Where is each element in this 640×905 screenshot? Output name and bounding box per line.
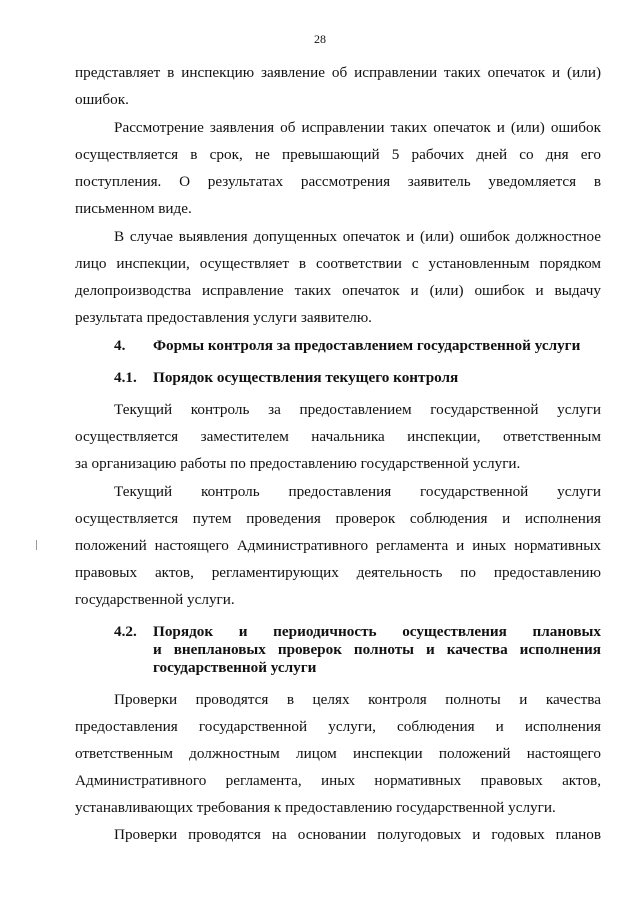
text-line: письменном виде. [75,200,192,217]
text-line: лицо инспекции, осуществляет в соответствии с установленным порядком [75,255,601,272]
text-line: осуществляется путем проведения проверок соблюдения и исполнения [75,510,601,527]
section-number: 4.2. [114,623,137,640]
text-line: за организацию работы по предоставлению государственной услуги. [75,455,521,472]
page-number: 28 [314,32,326,46]
scan-margin-mark [36,540,37,550]
text-line: делопроизводства исправление таких опечаток и (или) ошибок и выдачу [75,282,601,299]
section-heading: Формы контроля за предоставлением государственной услуги [153,337,581,354]
text-line: ответственным должностным лицом инспекции положений настоящего [75,745,601,762]
text-line: поступления. О результатах рассмотрения заявитель уведомляется в [75,173,601,190]
text-line: ошибок. [75,91,129,108]
text-line: осуществляется в срок, не превышающий 5 рабочих дней со дня его [75,146,601,163]
section-heading-line: Порядок и периодичность осуществления плановых [153,623,601,640]
text-line: представляет в инспекцию заявление об исправлении таких опечаток и (или) [75,64,601,81]
text-line: положений настоящего Административного регламента и иных нормативных [75,537,601,554]
text-line: результата предоставления услуги заявителю. [75,309,372,326]
text-line: государственной услуги. [75,591,235,608]
text-line: правовых актов, регламентирующих деятельность по предоставлению [75,564,601,581]
text-line: Текущий контроль предоставления государственной услуги [114,483,601,500]
text-line: осуществляется заместителем начальника инспекции, ответственным [75,428,601,445]
section-heading: Порядок осуществления текущего контроля [153,369,459,386]
section-number: 4.1. [114,369,137,386]
section-heading-line: и внеплановых проверок полноты и качества исполнения [153,641,601,658]
text-line: В случае выявления допущенных опечаток и (или) ошибок должностное [114,228,601,245]
text-line: Текущий контроль за предоставлением государственной услуги [114,401,601,418]
text-line: устанавливающих требования к предоставлению государственной услуги. [75,799,556,816]
section-heading-line: государственной услуги [153,659,317,676]
section-number: 4. [114,337,126,354]
text-line: Рассмотрение заявления об исправлении таких опечаток и (или) ошибок [114,119,601,136]
text-line: Проверки проводятся в целях контроля полноты и качества [114,691,601,708]
text-line: Административного регламента, иных нормативных правовых актов, [75,772,601,789]
text-line: предоставления государственной услуги, соблюдения и исполнения [75,718,601,735]
text-line: Проверки проводятся на основании полугодовых и годовых планов [114,826,601,843]
